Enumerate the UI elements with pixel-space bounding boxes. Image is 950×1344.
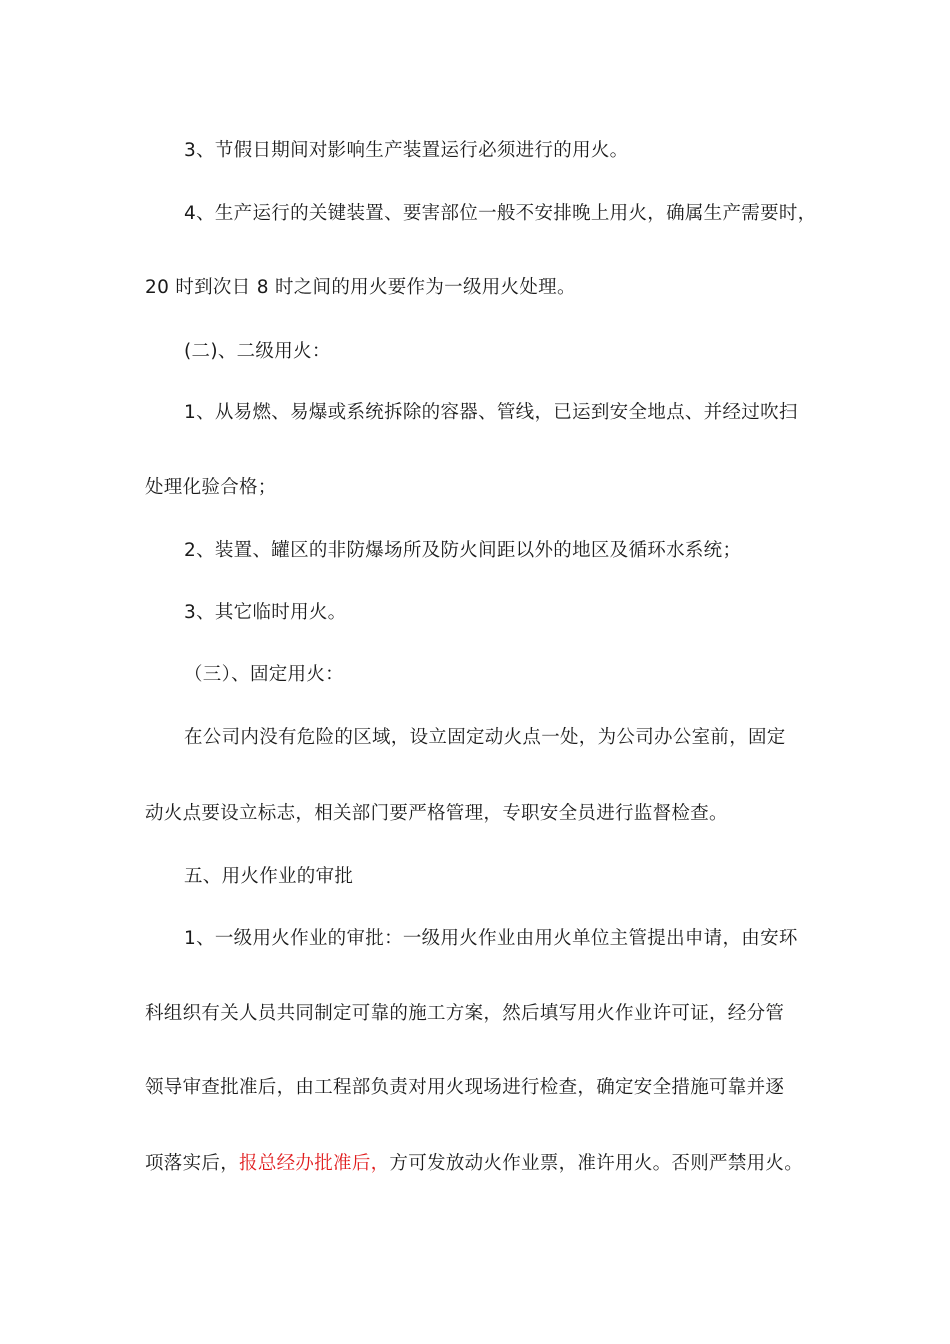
text-segment: 方可发放动火作业票，准许用火。否则严禁用火。: [389, 1153, 804, 1174]
paragraph-line: 2、装置、罐区的非防爆场所及防火间距以外的地区及循环水系统；: [184, 540, 742, 561]
paragraph-line: 领导审查批准后，由工程部负责对用火现场进行检查，确定安全措施可靠并逐: [145, 1077, 785, 1098]
paragraph-line: 在公司内没有危险的区域，设立固定动火点一处，为公司办公室前，固定: [184, 727, 786, 748]
section-heading: (二)、二级用火：: [184, 341, 331, 362]
section-heading: （三）、固定用火：: [184, 664, 344, 685]
paragraph-line: 20 时到次日 8 时之间的用火要作为一级用火处理。: [145, 277, 576, 298]
paragraph-line: 3、其它临时用火。: [184, 602, 347, 623]
paragraph-line: 科组织有关人员共同制定可靠的施工方案，然后填写用火作业许可证，经分管: [145, 1003, 785, 1024]
paragraph-line: 1、从易燃、易爆或系统拆除的容器、管线，已运到安全地点、并经过吹扫: [184, 402, 798, 423]
paragraph-line: 3、节假日期间对影响生产装置运行必须进行的用火。: [184, 140, 629, 161]
paragraph-line: 处理化验合格；: [145, 477, 277, 498]
paragraph-line: 动火点要设立标志，相关部门要严格管理，专职安全员进行监督检查。: [145, 803, 728, 824]
text-segment: 项落实后，: [145, 1153, 240, 1174]
highlighted-text: 报总经办批准后，: [239, 1153, 390, 1174]
paragraph-line: 4、生产运行的关键装置、要害部位一般不安排晚上用火，确属生产需要时，: [184, 203, 817, 224]
section-heading: 五、用火作业的审批: [184, 866, 354, 887]
paragraph-line-last: [145, 1151, 835, 1177]
paragraph-line: 1、一级用火作业的审批：一级用火作业由用火单位主管提出申请，由安环: [184, 928, 798, 949]
